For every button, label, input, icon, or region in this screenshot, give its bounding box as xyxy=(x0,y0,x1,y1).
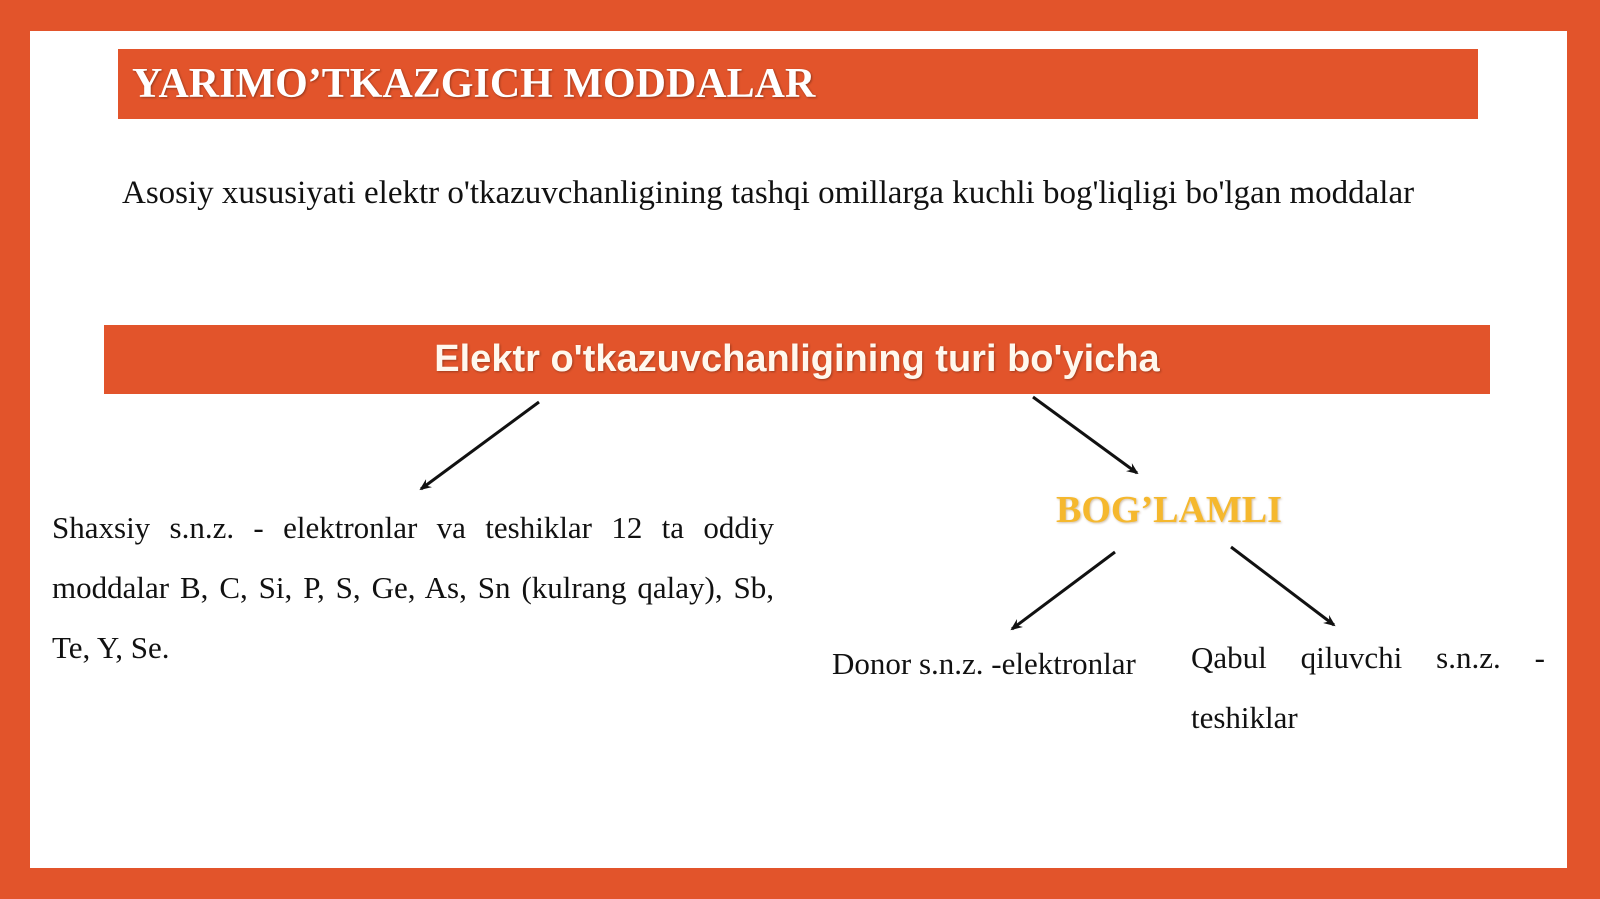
arrow-to-intrinsic xyxy=(421,402,539,489)
extrinsic-label: BOG’LAMLI xyxy=(1056,489,1282,531)
slide-title: YARIMO’TKAZGICH MODDALAR xyxy=(132,61,816,107)
arrow-to-acceptor xyxy=(1231,547,1334,625)
donor-semiconductors-text: Donor s.n.z. -elektronlar xyxy=(832,646,1136,681)
definition-text: Asosiy xususiyati elektr o'tkazuvchanligining tashqi omillarga kuchli bog'liqligi bo'lgan moddalar xyxy=(122,175,1415,211)
intrinsic-semiconductors-text: Shaxsiy s.n.z. - elektronlar va teshiklar 12 ta oddiy moddalar B, C, Si, P, S, Ge, As, Sn (kulrang qalay), Sb, Te, Y, Se. xyxy=(52,510,774,665)
classification-header: Elektr o'tkazuvchanligining turi bo'yicha xyxy=(434,338,1160,380)
arrow-to-donor xyxy=(1012,552,1115,629)
acceptor-semiconductors-text: Qabul qiluvchi s.n.z. - teshiklar xyxy=(1191,640,1545,735)
arrow-to-extrinsic xyxy=(1033,397,1137,473)
